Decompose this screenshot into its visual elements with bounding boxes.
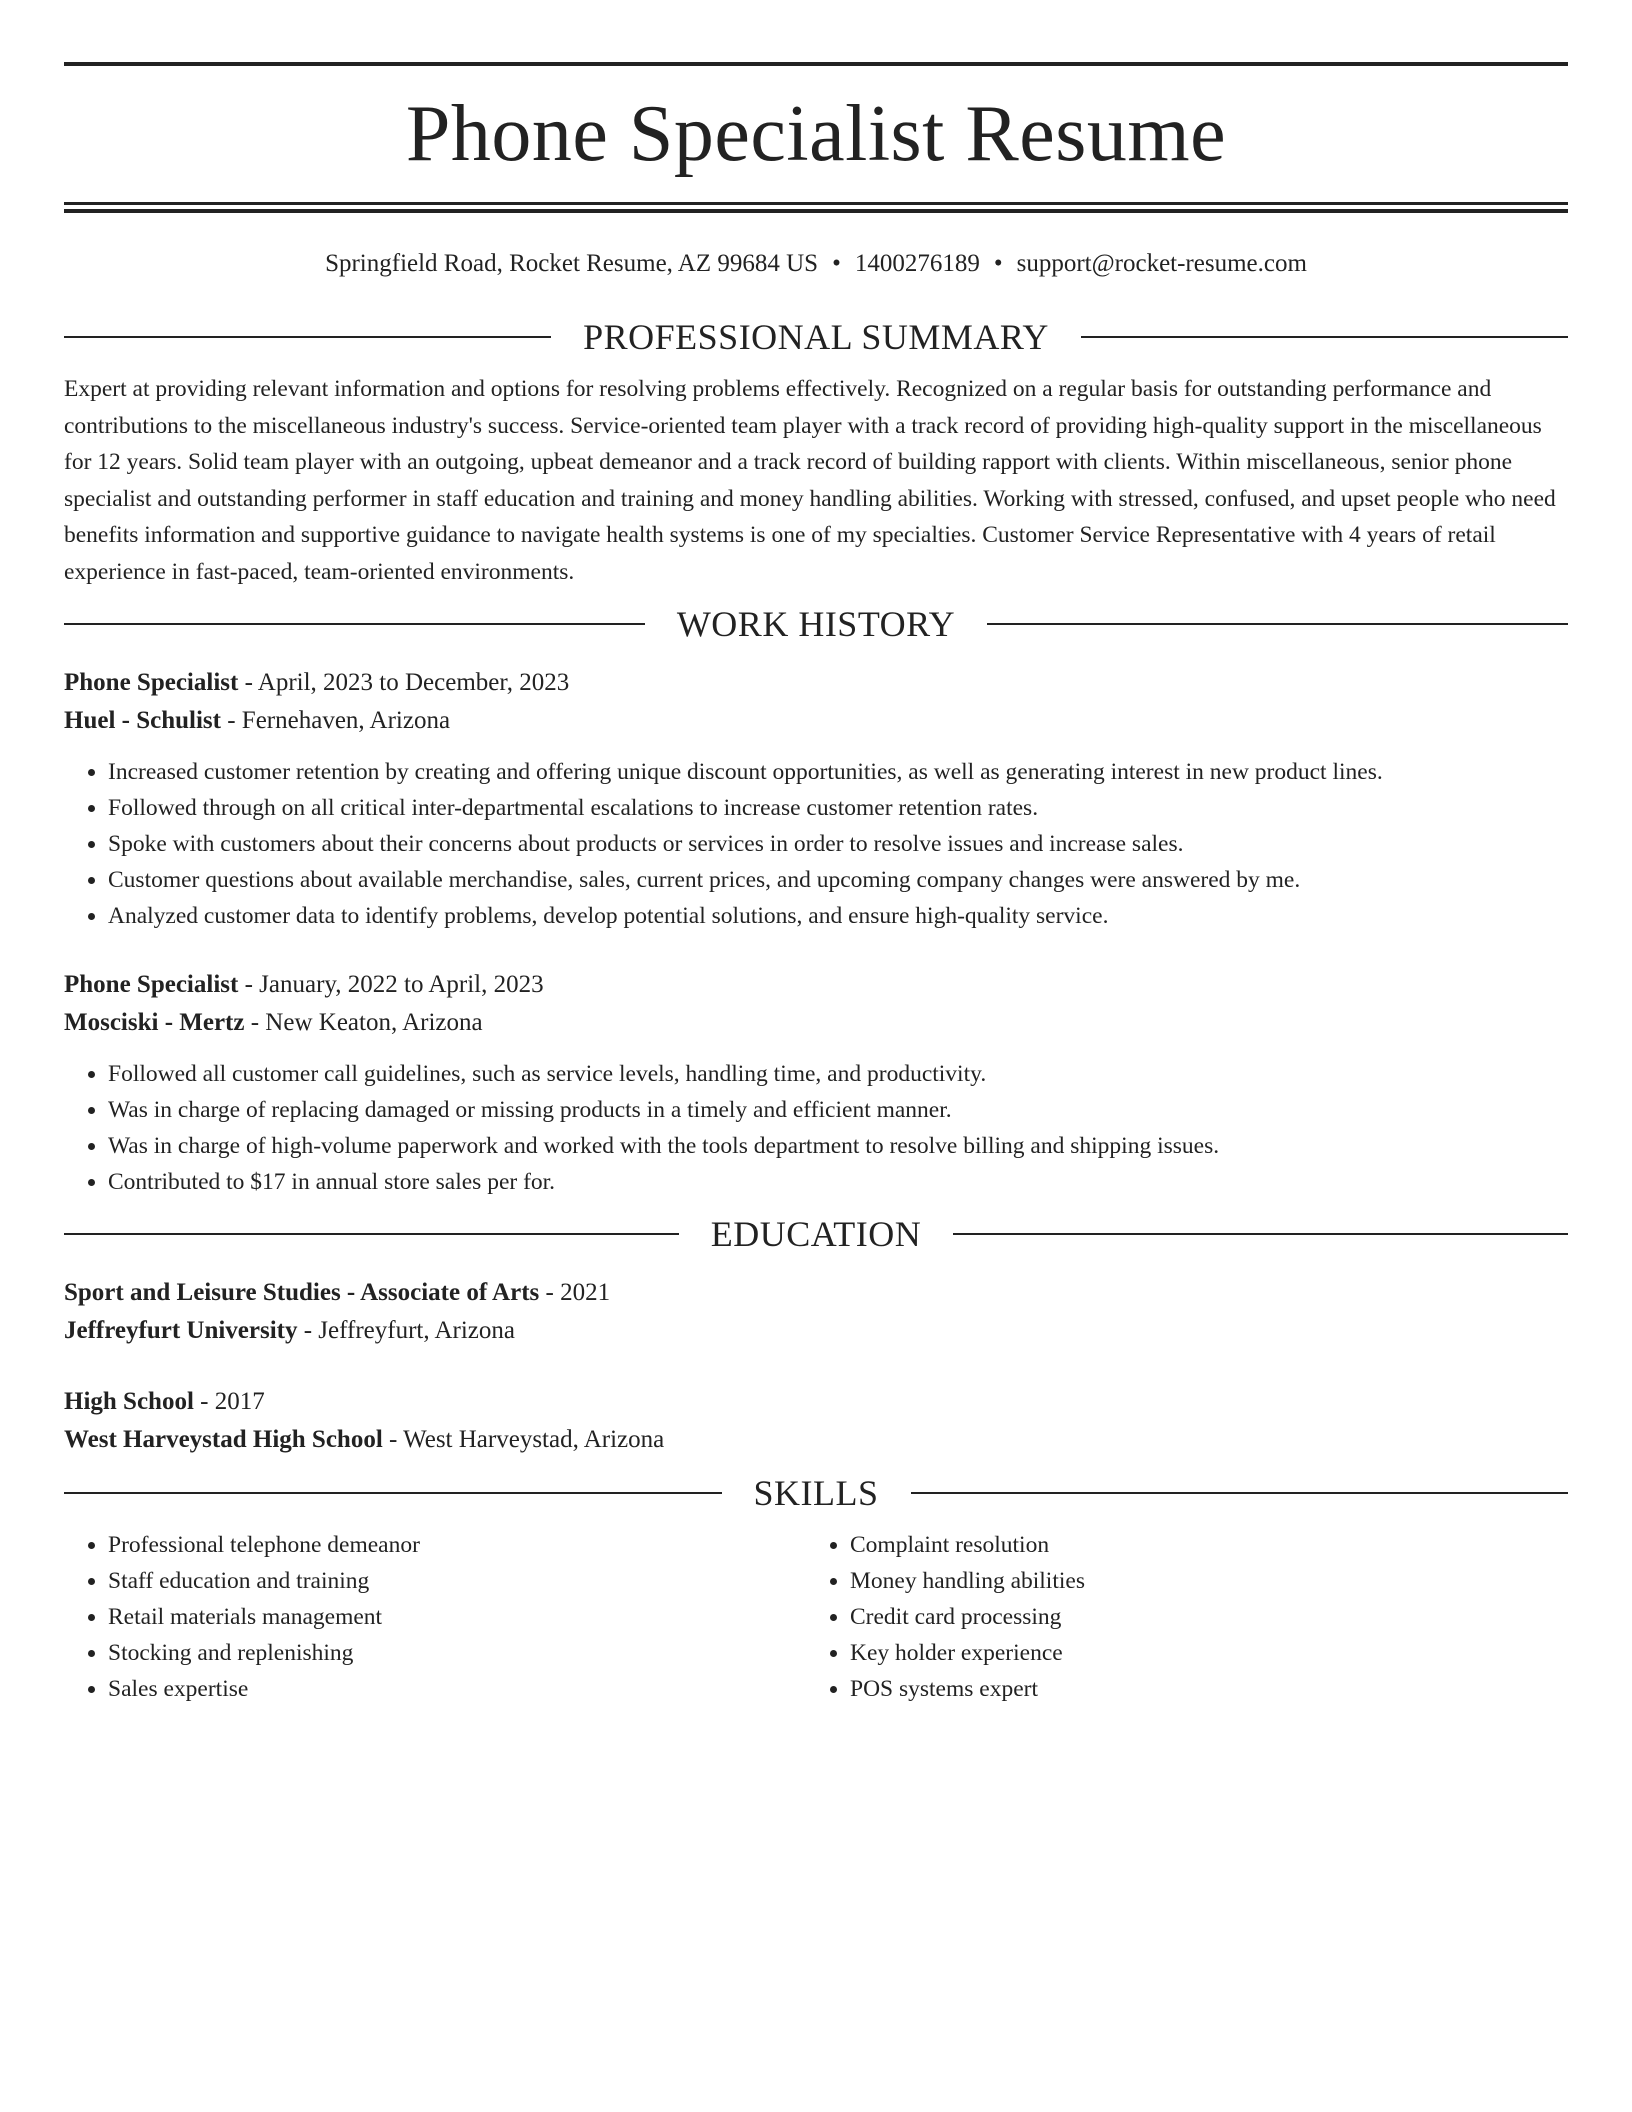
section-heading-work bbox=[64, 604, 1568, 644]
company-location: - Fernehaven, Arizona bbox=[220, 707, 451, 734]
heading-rule bbox=[953, 1233, 1568, 1235]
school-location: - Jeffreyfurt, Arizona bbox=[297, 1317, 515, 1344]
school-name: Jeffreyfurt University bbox=[64, 1317, 298, 1344]
skills-list-left bbox=[64, 1527, 806, 1707]
degree-name: High School bbox=[64, 1388, 194, 1415]
job-title-line bbox=[64, 664, 1568, 702]
list-item: • Followed all customer call guidelines, such as service levels, handling time, and productivity. bbox=[108, 1056, 1568, 1092]
contact-line bbox=[64, 249, 1568, 279]
list-item: • Spoke with customers about their concerns about products or services in order to resolve issues and increase sales. bbox=[108, 826, 1568, 862]
contact-address: Springfield Road, Rocket Resume, AZ 99684 US bbox=[325, 250, 819, 277]
list-item: • POS systems expert bbox=[850, 1671, 1548, 1707]
section-title: SKILLS bbox=[753, 1473, 879, 1513]
job-bullets bbox=[64, 1056, 1568, 1200]
contact-email: support@rocket-resume.com bbox=[1016, 250, 1307, 277]
list-item: • Stocking and replenishing bbox=[108, 1635, 806, 1671]
section-title: WORK HISTORY bbox=[676, 604, 956, 644]
work-entry bbox=[64, 966, 1568, 1200]
job-title: Phone Specialist bbox=[64, 669, 239, 696]
company-location: - New Keaton, Arizona bbox=[244, 1009, 483, 1036]
section-title: EDUCATION bbox=[710, 1214, 922, 1254]
job-title: Phone Specialist bbox=[64, 971, 239, 998]
heading-rule bbox=[64, 1492, 722, 1494]
section-title: PROFESSIONAL SUMMARY bbox=[583, 317, 1049, 357]
list-item: • Customer questions about available merchandise, sales, current prices, and upcoming company changes were answered by me. bbox=[108, 862, 1568, 898]
list-item: • Was in charge of high-volume paperwork and worked with the tools department to resolve billing and shipping issues. bbox=[108, 1128, 1568, 1164]
school-line bbox=[64, 1421, 1568, 1459]
list-item: • Key holder experience bbox=[850, 1635, 1548, 1671]
heading-rule bbox=[64, 336, 551, 338]
list-item: • Complaint resolution bbox=[850, 1527, 1548, 1563]
degree-year: - 2017 bbox=[193, 1388, 265, 1415]
section-heading-summary bbox=[64, 317, 1568, 357]
degree-line bbox=[64, 1383, 1568, 1421]
list-item: • Sales expertise bbox=[108, 1671, 806, 1707]
top-rule bbox=[64, 62, 1568, 66]
contact-separator: • bbox=[832, 250, 841, 277]
company-line bbox=[64, 702, 1568, 740]
degree-name: Sport and Leisure Studies - Associate of Arts bbox=[64, 1279, 540, 1306]
summary-paragraph: Expert at providing relevant information and options for resolving problems effectively. Recognized on a regular basis for outstanding performance and contributions to the miscellaneous industry's success. Service-oriented team player with a track record of providing high-quality support in the miscellaneous for 12 years. Solid team player with an outgoing, upbeat demeanor and a track record of building rapport with clients. Within miscellaneous, senior phone specialist and outstanding performer in staff education and training and money handling abilities. Working with stressed, confused, and upset people who need benefits information and supportive guidance to navigate health systems is one of my specialties. Customer Service Representative with 4 years of retail experience in fast-paced, team-oriented environments. bbox=[64, 376, 1556, 585]
company-name: Mosciski - Mertz bbox=[64, 1009, 245, 1036]
skills-list-right bbox=[806, 1527, 1548, 1707]
degree-year: - 2021 bbox=[539, 1279, 611, 1306]
job-dates: - January, 2022 to April, 2023 bbox=[238, 971, 544, 998]
list-item: • Credit card processing bbox=[850, 1599, 1548, 1635]
resume-title: Phone Specialist Resume bbox=[405, 90, 1227, 178]
job-dates: - April, 2023 to December, 2023 bbox=[238, 669, 570, 696]
list-item: • Money handling abilities bbox=[850, 1563, 1548, 1599]
school-name: West Harveystad High School bbox=[64, 1426, 383, 1453]
degree-line bbox=[64, 1274, 1568, 1312]
work-entry bbox=[64, 664, 1568, 934]
contact-phone: 1400276189 bbox=[854, 250, 980, 277]
list-item: • Increased customer retention by creating and offering unique discount opportunities, as well as generating interest in new product lines. bbox=[108, 754, 1568, 790]
job-title-line bbox=[64, 966, 1568, 1004]
list-item: • Followed through on all critical inter-departmental escalations to increase customer retention rates. bbox=[108, 790, 1568, 826]
section-heading-skills bbox=[64, 1473, 1568, 1513]
job-bullets bbox=[64, 754, 1568, 934]
list-item: • Was in charge of replacing damaged or missing products in a timely and efficient manner. bbox=[108, 1092, 1568, 1128]
education-entry bbox=[64, 1383, 1568, 1459]
list-item: • Analyzed customer data to identify problems, develop potential solutions, and ensure high-quality service. bbox=[108, 898, 1568, 934]
school-location: - West Harveystad, Arizona bbox=[382, 1426, 665, 1453]
title-double-rule bbox=[64, 202, 1568, 213]
school-line bbox=[64, 1312, 1568, 1350]
list-item: • Retail materials management bbox=[108, 1599, 806, 1635]
contact-separator: • bbox=[993, 250, 1003, 277]
heading-rule bbox=[64, 623, 645, 625]
section-heading-education bbox=[64, 1214, 1568, 1254]
company-name: Huel - Schulist bbox=[64, 707, 221, 734]
list-item: • Contributed to $17 in annual store sales per for. bbox=[108, 1164, 1568, 1200]
education-entry bbox=[64, 1274, 1568, 1350]
heading-rule bbox=[987, 623, 1568, 625]
heading-rule bbox=[1081, 336, 1568, 338]
heading-rule bbox=[64, 1233, 679, 1235]
heading-rule bbox=[911, 1492, 1569, 1494]
list-item: • Staff education and training bbox=[108, 1563, 806, 1599]
list-item: • Professional telephone demeanor bbox=[108, 1527, 806, 1563]
skills-columns bbox=[64, 1527, 1568, 1707]
company-line bbox=[64, 1004, 1568, 1042]
